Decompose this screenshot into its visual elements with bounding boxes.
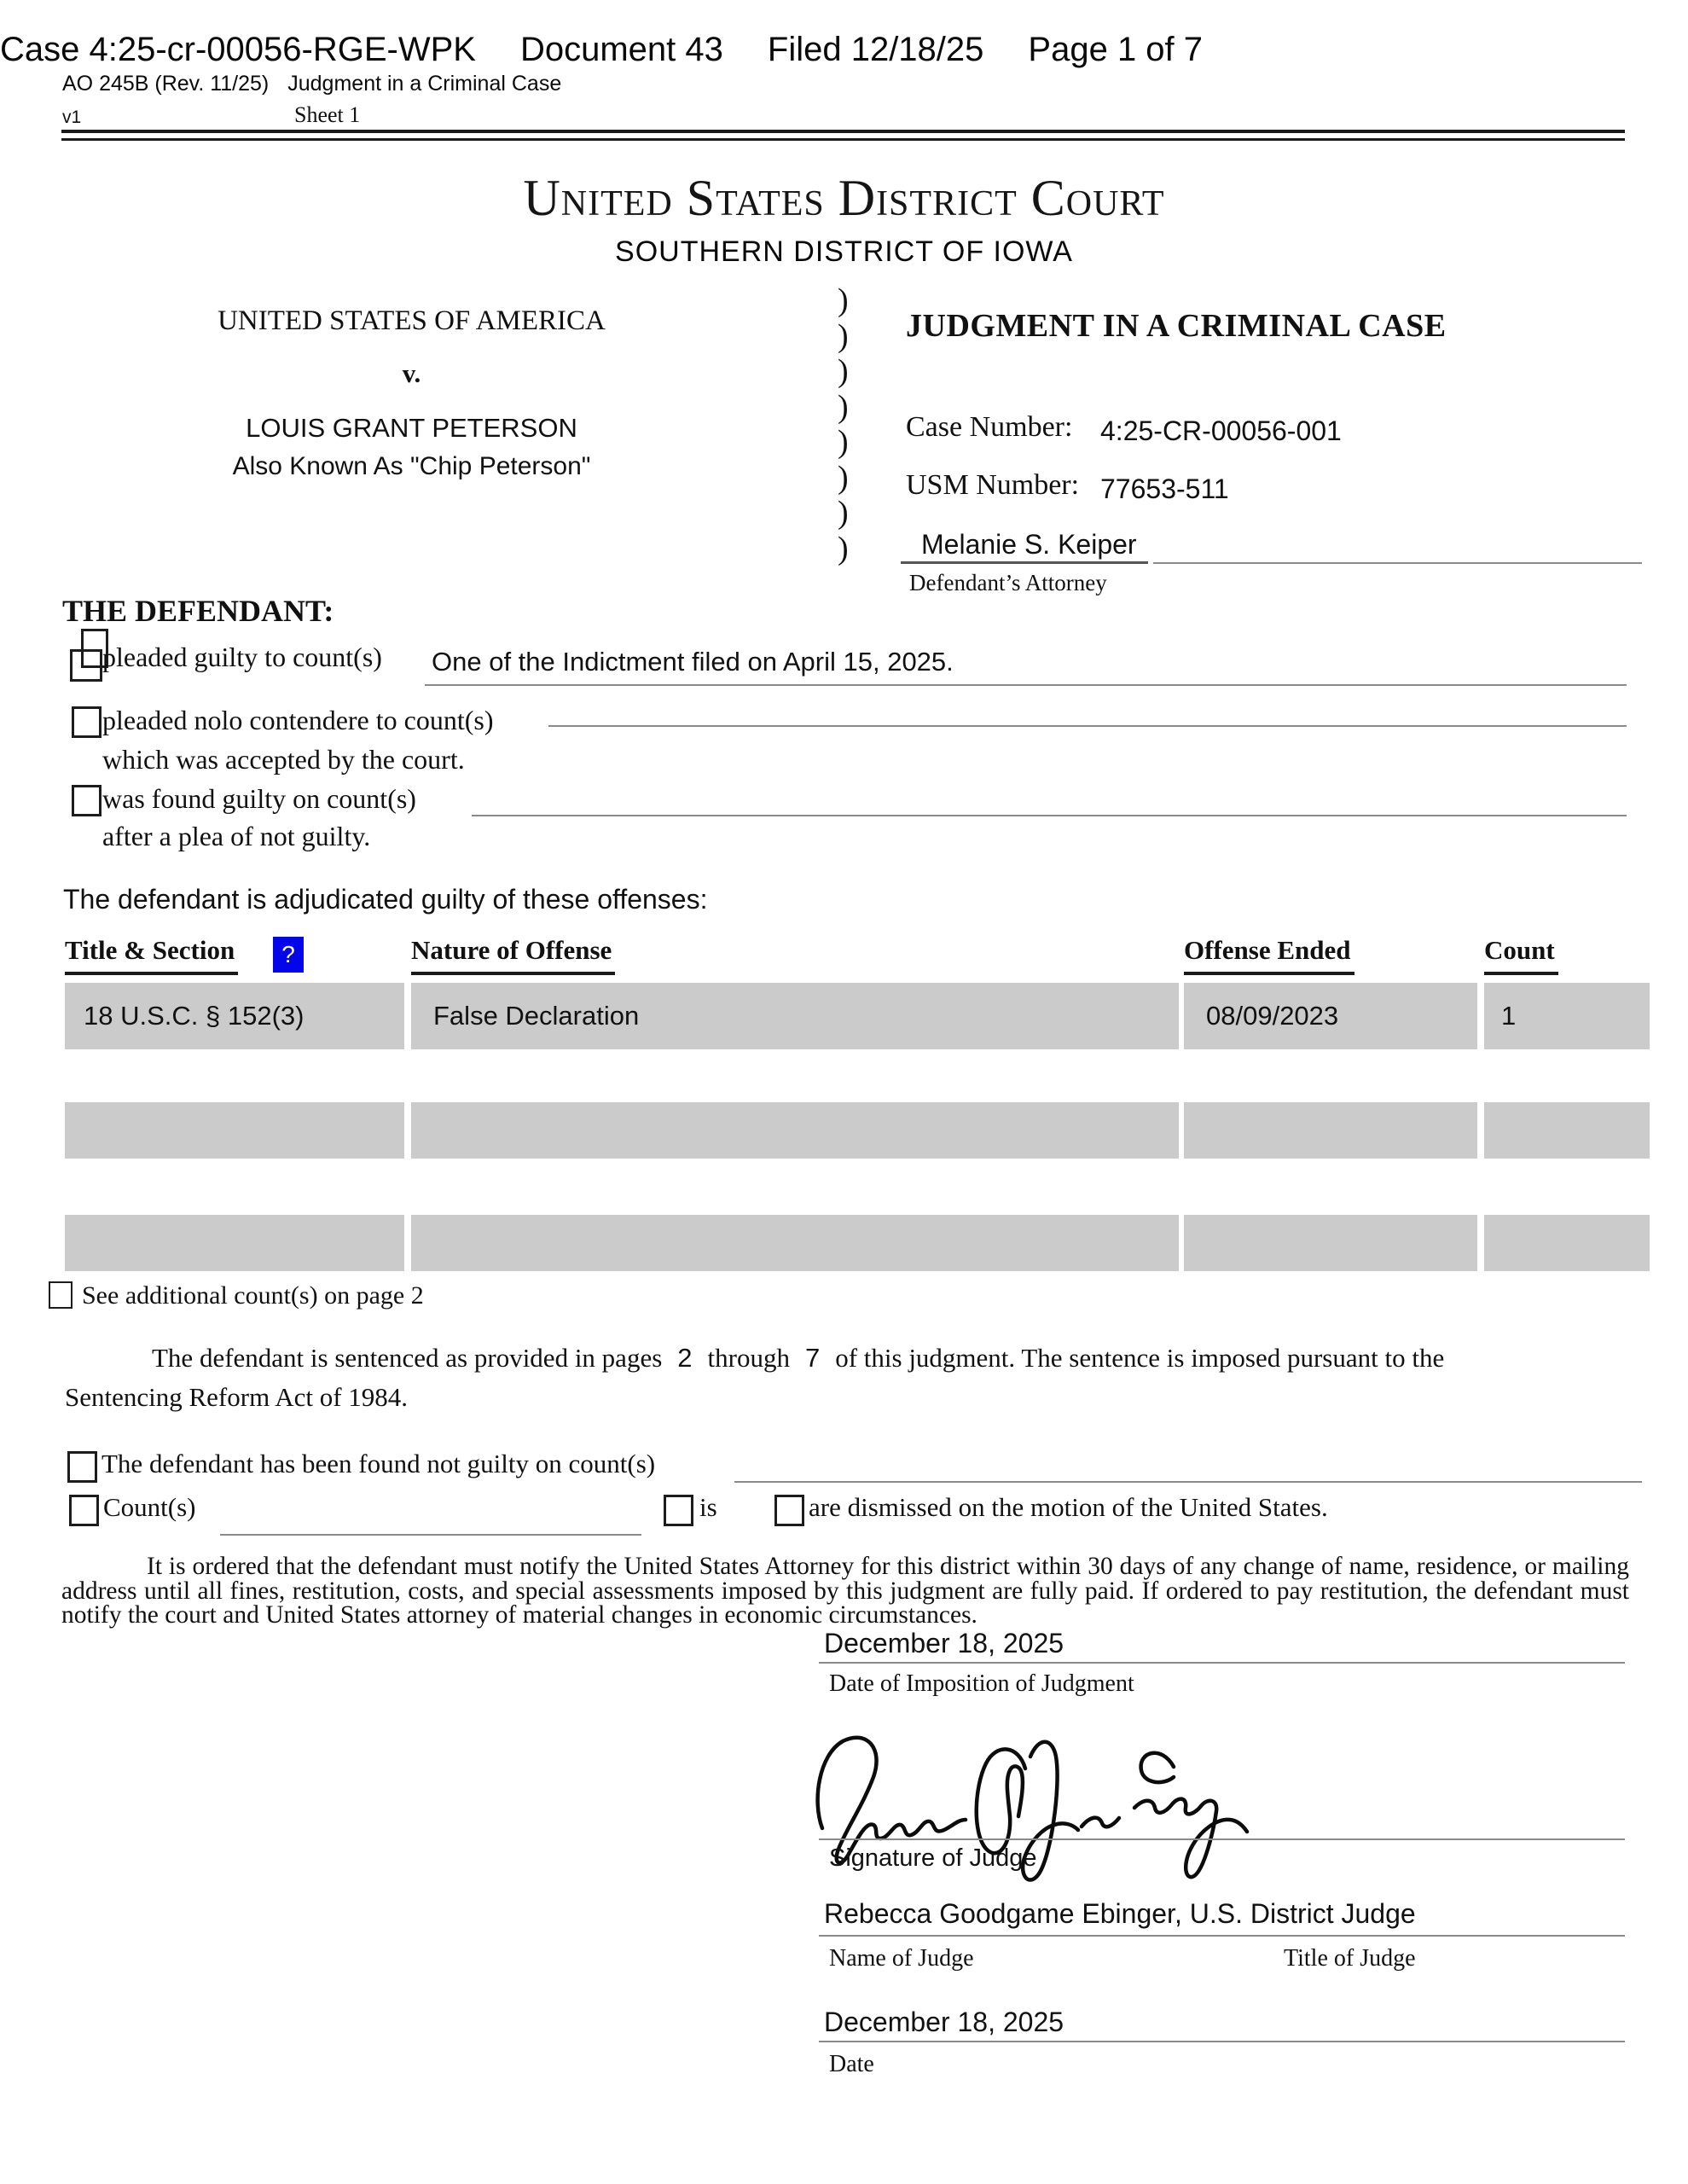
- is-label: is: [699, 1492, 717, 1522]
- pages-from-field[interactable]: 2: [677, 1343, 693, 1373]
- adjudicated-text: The defendant is adjudicated guilty of these offenses:: [63, 884, 708, 915]
- signature-underline: [819, 1838, 1625, 1840]
- bracket-paren: ): [838, 388, 849, 425]
- found-guilty-underline: [472, 815, 1627, 816]
- offense-count-field[interactable]: [1484, 1215, 1650, 1271]
- sentence-through: through: [707, 1343, 790, 1373]
- sentence-part2: of this judgment. The sentence is imposed pursuant to the: [835, 1343, 1445, 1373]
- stamp-filed-date: Filed 12/18/25: [767, 31, 984, 68]
- form-id-row: [62, 72, 561, 96]
- header-double-rule: [61, 130, 1625, 141]
- defendant-alias: Also Known As "Chip Peterson": [232, 452, 591, 480]
- checkbox-see-additional-counts[interactable]: [49, 1281, 73, 1309]
- offense-count-value: 1: [1501, 1001, 1517, 1031]
- defendant-heading: THE DEFENDANT:: [62, 594, 334, 628]
- sheet-label: Sheet 1: [294, 102, 361, 127]
- pleaded-guilty-counts-field[interactable]: One of the Indictment filed on April 15, 2025.: [432, 647, 954, 677]
- offense-nature-field[interactable]: [411, 1102, 1179, 1159]
- offense-row-empty: [0, 1215, 1688, 1271]
- plaintiff-name: UNITED STATES OF AMERICA: [218, 305, 606, 336]
- attorney-underline-extension: [1153, 562, 1642, 564]
- nolo-contendere-label2: which was accepted by the court.: [102, 744, 465, 775]
- counts-underline: [220, 1534, 641, 1536]
- found-guilty-label2: after a plea of not guilty.: [102, 821, 371, 851]
- attorney-label: Defendant’s Attorney: [909, 570, 1107, 595]
- offense-ended-field[interactable]: [1184, 983, 1477, 1049]
- court-title: United States District Court: [523, 170, 1165, 226]
- caption-bracket: [838, 283, 849, 566]
- offense-title-section-field[interactable]: [65, 983, 404, 1049]
- attorney-name-value[interactable]: Melanie S. Keiper: [921, 529, 1137, 560]
- bracket-paren: ): [838, 282, 849, 318]
- offense-count-field[interactable]: [1484, 983, 1650, 1049]
- offense-row: [0, 983, 1688, 1049]
- imposition-date-label: Date of Imposition of Judgment: [829, 1670, 1134, 1697]
- pleaded-guilty-label: pleaded guilty to count(s): [102, 642, 382, 672]
- see-additional-counts-label: See additional count(s) on page 2: [82, 1281, 424, 1310]
- usm-number-label: USM Number:: [906, 469, 1080, 501]
- date-label: Date: [829, 2051, 874, 2077]
- attorney-underline: [901, 561, 1148, 564]
- offense-title-section-field[interactable]: [65, 1215, 404, 1271]
- bracket-paren: ): [838, 353, 849, 389]
- case-number-label: Case Number:: [906, 411, 1073, 443]
- dismissed-label: are dismissed on the motion of the United States.: [809, 1492, 1328, 1522]
- offense-ended-value: 08/09/2023: [1206, 1001, 1339, 1031]
- offense-title-section-value: 18 U.S.C. § 152(3): [84, 1001, 305, 1031]
- district-title: SOUTHERN DISTRICT OF IOWA: [615, 235, 1073, 268]
- offense-ended-field[interactable]: [1184, 1102, 1477, 1159]
- stamp-document-number: Document 43: [519, 31, 723, 68]
- imposition-date-field[interactable]: December 18, 2025: [824, 1628, 1064, 1658]
- sentence-paragraph-line1: [61, 1343, 1605, 1374]
- form-id: AO 245B (Rev. 11/25): [62, 72, 270, 96]
- checkbox-not-guilty[interactable]: [67, 1451, 97, 1483]
- checkbox-found-guilty[interactable]: [72, 785, 102, 816]
- bracket-paren: ): [838, 424, 849, 460]
- form-title: Judgment in a Criminal Case: [287, 72, 562, 96]
- found-guilty-label: was found guilty on count(s): [102, 783, 416, 814]
- bracket-paren: ): [838, 495, 849, 531]
- pleaded-guilty-underline: [425, 684, 1627, 686]
- sentence-paragraph-line2: Sentencing Reform Act of 1984.: [65, 1382, 409, 1412]
- offense-row-empty: [0, 1102, 1688, 1159]
- col-header-offense-ended: Offense Ended: [1184, 935, 1354, 975]
- offense-nature-field[interactable]: [411, 1215, 1179, 1271]
- sentence-part1: The defendant is sentenced as provided in pages: [152, 1343, 663, 1373]
- stamp-case-number: Case 4:25-cr-00056-RGE-WPK: [0, 31, 476, 68]
- name-of-judge-label: Name of Judge: [829, 1945, 974, 1972]
- nolo-contendere-label: pleaded nolo contendere to count(s): [102, 705, 494, 735]
- imposition-date-underline: [819, 1662, 1625, 1664]
- stamp-page-number: Page 1 of 7: [1028, 31, 1204, 68]
- not-guilty-label: The defendant has been found not guilty on count(s): [102, 1449, 656, 1478]
- offense-ended-field[interactable]: [1184, 1215, 1477, 1271]
- form-version: v1: [62, 107, 82, 127]
- bracket-paren: ): [838, 459, 849, 496]
- usm-number-value[interactable]: 77653-511: [1100, 473, 1229, 504]
- checkbox-nolo-contendere[interactable]: [72, 706, 102, 738]
- offense-nature-field[interactable]: [411, 983, 1179, 1049]
- defendant-name: LOUIS GRANT PETERSON: [246, 413, 577, 443]
- filing-stamp: [0, 31, 1203, 69]
- bracket-paren: ): [838, 530, 849, 566]
- offense-nature-value: False Declaration: [433, 1001, 640, 1031]
- offense-title-section-field[interactable]: [65, 1102, 404, 1159]
- form-help-icon[interactable]: ?: [273, 937, 304, 973]
- col-header-title-section: Title & Section: [65, 935, 238, 975]
- title-of-judge-label: Title of Judge: [1284, 1945, 1416, 1972]
- bracket-paren: ): [838, 317, 849, 354]
- checkbox-are-dismissed[interactable]: [774, 1495, 804, 1526]
- notification-paragraph: It is ordered that the defendant must notify the United States Attorney for this district within 30 days of any change of name, residence, or mailing address until all fines, restitution, costs, and special assessments imposed by this judgment are fully paid. If ordered to pay restitution, the defendant must notify the court and United States attorney of material changes in economic circumstances.: [61, 1553, 1629, 1629]
- case-number-value[interactable]: 4:25-CR-00056-001: [1100, 415, 1342, 446]
- not-guilty-underline: [734, 1481, 1642, 1483]
- versus-label: v.: [402, 358, 421, 388]
- checkbox-is[interactable]: [664, 1495, 693, 1526]
- pages-to-field[interactable]: 7: [804, 1343, 821, 1373]
- col-header-count: Count: [1484, 935, 1558, 975]
- judge-name-underline: [819, 1935, 1625, 1937]
- judgment-date-underline: [819, 2041, 1625, 2042]
- nolo-contendere-underline: [548, 725, 1627, 727]
- counts-label: Count(s): [103, 1492, 196, 1522]
- judgment-title: JUDGMENT IN A CRIMINAL CASE: [906, 308, 1447, 344]
- checkbox-counts-dismissed[interactable]: [69, 1495, 99, 1526]
- judgment-date-field[interactable]: December 18, 2025: [824, 2007, 1064, 2037]
- judge-name-title-field[interactable]: Rebecca Goodgame Ebinger, U.S. District Judge: [824, 1898, 1416, 1929]
- col-header-nature: Nature of Offense: [411, 935, 615, 975]
- signature-label: Signature of Judge: [829, 1844, 1037, 1872]
- offense-count-field[interactable]: [1484, 1102, 1650, 1159]
